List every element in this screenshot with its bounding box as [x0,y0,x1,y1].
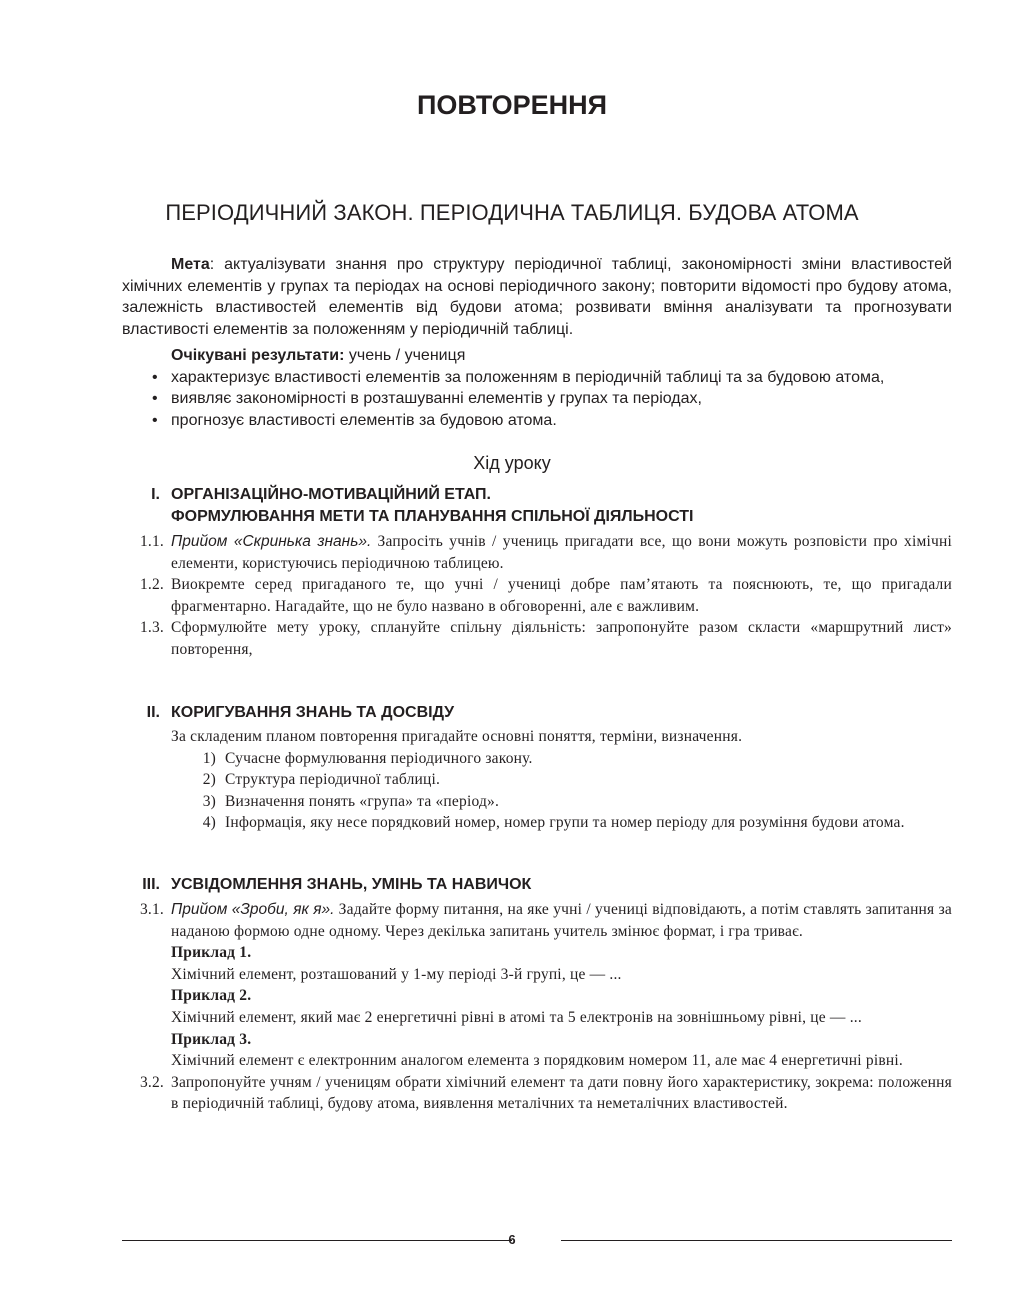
course-heading: Хід уроку [473,453,551,473]
list-item: 3) Визначення понять «група» та «період». [202,792,500,810]
list-item: • характеризує властивості елементів за положенням в періодичній таблиці та за будовою атома, [122,367,952,389]
section-title: УСВІДОМЛЕННЯ ЗНАНЬ, УМІНЬ ТА НАВИЧОК [171,876,532,893]
results-paragraph [122,345,952,367]
section-number: III. [142,876,160,893]
section-2-body [122,726,952,834]
results-label: Очікувані результати: [171,346,345,364]
results-text: учень / учениця [344,346,466,364]
list-item: • прогнозує властивості елементів за будовою атома. [122,410,952,432]
list-item: 3.2. Запропонуйте учням / ученицям обрати хімічний елемент та дати повну його характеристику, зокрема: положення в періодичній таблиці, будову атома, виявлення металічних та неметалічних властивостей. [139,1073,952,1113]
list-item: 1) Сучасне формулювання періодичного закону. [202,749,533,767]
section-title: ОРГАНІЗАЦІЙНО-МОТИВАЦІЙНИЙ ЕТАП. ФОРМУЛЮВАННЯ МЕТИ ТА ПЛАНУВАННЯ СПІЛЬНОЇ ДІЯЛЬНОСТІ [171,486,694,525]
list-item: 3.1. Прийом «Зроби, як я». Задайте форму питання, на яке учні / учениці відповідають, а потім ставлять запитання за наданою формою одне одному. Через декілька запитань учитель змінює формат, і гра триває. [139,901,952,940]
example-text: Хімічний елемент є електронним аналогом елемента з порядковим номером 11, але має 4 енергетичні рівні. [171,1052,903,1070]
example-label: Приклад 3. [171,1030,252,1048]
list-item: 1.2. Виокремте серед пригаданого те, що учні / учениці добре пам’ятають та пояснюють, те, що пригадали фрагментарно. Нагадайте, що не було названо в обговоренні, але є важливим. [139,576,952,615]
example-text: Хімічний елемент, який має 2 енергетичні рівні в атомі та 5 електронів на зовнішньому рівні, це — ... [171,1008,862,1026]
section-3-body [122,899,952,1115]
results-list [122,367,952,432]
section-number: I. [151,486,160,503]
section-number: II. [146,704,160,721]
lesson-intro [122,254,952,432]
list-item: 4) Інформація, яку несе порядковий номер, номер групи та номер періоду для розуміння будови атома. [202,814,905,832]
example-label: Приклад 2. [171,987,252,1005]
goal-text: : актуалізувати знання про структуру періодичної таблиці, закономірності зміни властивостей хімічних елементів у групах та періодах на основі періодичного закону; повторити відомості про будову атома, залежність властивостей елементів від будови атома; розвивати вміння аналізувати та прогнозувати властивості елементів за положенням у періодичній таблиці. [122,256,952,339]
section-1-body [122,531,952,661]
list-item: 1.1. Прийом «Скринька знань». Запросіть учнів / учениць пригадати все, що вони можуть розповісти про хімічні елементи, користуючись періодичною таблицею. [139,533,952,572]
list-item: • виявляє закономірності в розташуванні елементів у групах та періодах, [122,388,952,410]
list-item: 1.3. Сформулюйте мету уроку, сплануйте спільну діяльність: запропонуйте разом скласти «маршрутний лист» повторення, [139,619,952,658]
example-label: Приклад 1. [171,944,252,962]
goal-label: Мета [171,256,210,273]
section-title: КОРИГУВАННЯ ЗНАНЬ ТА ДОСВІДУ [171,704,455,721]
lesson-title: ПЕРІОДИЧНИЙ ЗАКОН. ПЕРІОДИЧНА ТАБЛИЦЯ. БУДОВА АТОМА [165,200,859,225]
list-item: 2) Структура періодичної таблиці. [202,771,441,789]
page-number: 6 [508,1232,516,1247]
section-2-intro: За складеним планом повторення пригадайте основні поняття, терміни, визначення. [171,728,743,745]
goal-paragraph [122,254,952,341]
page-title: ПОВТОРЕННЯ [416,90,608,120]
example-text: Хімічний елемент, розташований у 1-му періоді 3-й групі, це — ... [171,965,622,983]
